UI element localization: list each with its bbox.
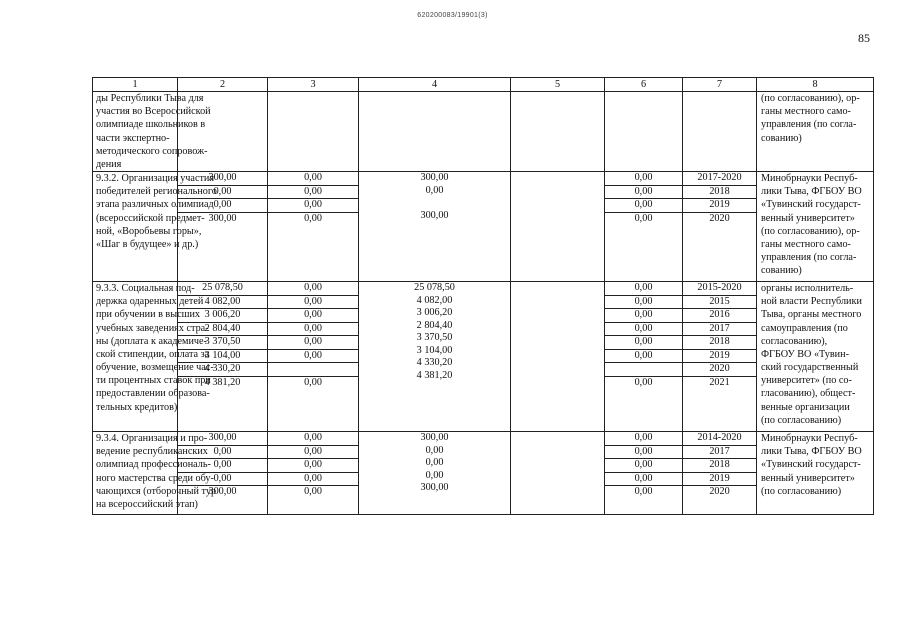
activity-name-cell-line: тельных кредитов) [96,401,178,413]
executor-cell-line: ФГБОУ ВО «Тувин- [761,348,849,360]
cell-value: 2018 [683,336,756,350]
cell-value: 0,00 [425,457,444,469]
value-cell-c7 [683,172,757,282]
value-cell-c6 [605,92,683,172]
cell-value: 300,00 [178,172,267,186]
cell-value [268,363,358,377]
cell-value: 0,00 [268,282,358,296]
cell-value: 0,00 [605,323,682,337]
activity-name-cell-line: участия во Всероссийской [96,106,211,118]
cell-value: 0,00 [605,199,682,213]
cell-value: 0,00 [605,282,682,296]
cell-value: 0,00 [268,323,358,337]
executor-cell-line: лики Тыва, ФГБОУ ВО [761,446,862,458]
executor-cell-line: ганы местного само- [761,238,851,250]
executor-cell-line: ский государственный [761,362,859,374]
activity-name-cell-line: 9.3.2. Организация участия [96,173,215,185]
activity-name-cell-line: методического сопровож- [96,145,208,157]
executor-cell [757,92,874,172]
cell-value: 3 104,00 [178,350,267,364]
cell-value: 2019 [683,473,756,487]
value-cell-c4 [359,282,511,432]
executor-cell-line: университет» (по со- [761,375,852,387]
executor-cell-line: управления (по согла- [761,119,857,131]
cell-value: 3 006,20 [178,309,267,323]
cell-value: 0,00 [425,469,444,481]
executor-cell-line: венный университет» [761,472,855,484]
activity-name-cell-line: части экспертно- [96,132,170,144]
value-cell-c3 [268,432,359,515]
cell-value: 2 804,40 [178,323,267,337]
cell-value: 2020 [709,212,730,224]
executor-cell-line: лики Тыва, ФГБОУ ВО [761,186,862,198]
cell-value: 0,00 [425,184,444,196]
cell-value: 3 370,50 [178,336,267,350]
activity-name-cell [93,432,217,515]
cell-value: 2014-2020 [683,432,756,446]
activity-name-cell-line: олимпиад профессиональ- [96,459,211,471]
value-cell-c7 [683,92,757,172]
cell-value: 0,00 [605,336,682,350]
cell-value: 0,00 [268,350,358,364]
cell-value: 2016 [683,309,756,323]
executor-cell-line: (по согласованию), ор- [761,225,860,237]
cell-value: 0,00 [605,473,682,487]
executor-cell-line: гласованию), общест- [761,388,856,400]
activity-name-cell-line: ской стипендии, оплата за [96,348,210,360]
activity-name-cell-line: ти процентных ставок при [96,375,211,387]
cell-value: 0,00 [605,446,682,460]
column-header-4: 4 [359,78,511,92]
value-cell-c4 [359,432,511,515]
executor-cell [757,432,874,515]
executor-cell-line: венный университет» [761,212,855,224]
executor-cell-line: (по согласованию) [761,485,842,497]
executor-cell-line: самоуправления (по [761,322,848,334]
cell-value: 2021 [709,376,730,388]
value-cell-c5 [511,172,605,282]
value-cell-c5 [511,92,605,172]
cell-value: 0,00 [268,199,358,213]
activity-name-cell-line: (всероссийской предмет- [96,212,205,224]
document-code: 620200083/19901(3) [417,12,488,19]
cell-value: 0,00 [178,186,267,200]
cell-value: 2018 [683,459,756,473]
cell-value: 4 330,20 [416,357,453,369]
cell-value: 0,00 [605,459,682,473]
cell-value: 0,00 [605,296,682,310]
column-header-3: 3 [268,78,359,92]
activity-name-cell [93,92,211,172]
value-cell-c6 [605,282,683,432]
value-cell-c4 [359,92,511,172]
cell-value: 0,00 [268,309,358,323]
activity-name-cell [93,282,214,432]
value-cell-c4 [359,172,511,282]
cell-value: 0,00 [605,350,682,364]
cell-value: 300,00 [420,209,449,221]
value-cell-c6 [605,172,683,282]
cell-value: 3 006,20 [416,307,453,319]
activity-name-cell-line: чающихся (отборочный тур [96,485,217,497]
table-row [93,432,874,515]
value-cell-c7 [683,282,757,432]
cell-value: 0,00 [268,459,358,473]
activity-name-cell-line: предоставлении образова- [96,388,210,400]
cell-value: 0,00 [605,432,682,446]
cell-value: 300,00 [420,432,449,444]
cell-value: 2018 [683,186,756,200]
activity-name-cell-line: держка одаренных детей [96,296,204,308]
cell-value: 2015 [683,296,756,310]
column-header-row [93,78,874,92]
table-row [93,282,874,432]
cell-value: 0,00 [634,376,653,388]
value-cell-c3 [268,172,359,282]
cell-value: 4 381,20 [204,376,241,388]
executor-cell [757,282,874,432]
cell-value: 0,00 [605,172,682,186]
cell-value: 2015-2020 [683,282,756,296]
cell-value [359,197,510,210]
activity-name-cell-line: 9.3.3. Социальная под- [96,283,195,295]
cell-value: 4 330,20 [178,363,267,377]
cell-value: 300,00 [208,212,237,224]
value-cell-c5 [511,432,605,515]
cell-value: 0,00 [304,486,322,498]
activity-name-cell-line: «Шаг в будущее» и др.) [96,238,199,250]
executor-cell-line: венные организации [761,401,850,413]
cell-value: 4 381,20 [416,369,453,381]
cell-value: 2017 [683,446,756,460]
cell-value: 0,00 [425,444,444,456]
value-cell-c7 [683,432,757,515]
executor-cell-line: (по согласованию) [761,414,842,426]
page-number: 85 [858,31,870,45]
column-header-6: 6 [605,78,683,92]
value-cell-c6 [605,432,683,515]
activity-name-cell-line: учебных заведениях стра- [96,322,209,334]
executor-cell-line: ганы местного само- [761,106,851,118]
cell-value: 2020 [683,363,756,377]
cell-value: 0,00 [268,172,358,186]
executor-cell-line: сованию) [761,132,802,144]
cell-value: 0,00 [178,459,267,473]
cell-value: 3 104,00 [416,344,453,356]
column-header-8: 8 [757,78,874,92]
activity-name-cell-line: ны (доплата к академиче- [96,335,207,347]
cell-value: 300,00 [208,486,237,498]
table-row [93,92,874,172]
activity-name-cell-line: этапа различных олимпиад [96,199,214,211]
column-header-5: 5 [511,78,605,92]
activity-name-cell-line: победителей регионального [96,186,217,198]
activity-name-cell-line: ды Республики Тыва для [96,93,204,105]
executor-cell-line: сованию) [761,265,802,277]
cell-value: 25 078,50 [414,282,455,294]
column-header-2: 2 [178,78,268,92]
executor-cell-line: (по согласованию), ор- [761,93,860,105]
cell-value: 0,00 [634,212,653,224]
value-cell-c3 [268,282,359,432]
cell-value: 2019 [683,350,756,364]
activity-name-cell-line: ной, «Воробьевы горы», [96,225,202,237]
executor-cell-line: Тыва, органы местного [761,309,862,321]
cell-value: 0,00 [268,473,358,487]
executor-cell-line: управления (по согла- [761,252,857,264]
cell-value: 300,00 [420,482,449,494]
cell-value: 0,00 [634,486,653,498]
cell-value: 3 370,50 [416,332,453,344]
cell-value: 0,00 [268,186,358,200]
cell-value: 2 804,40 [416,319,453,331]
column-header-1: 1 [93,78,178,92]
value-cell-c5 [511,282,605,432]
cell-value: 2020 [709,486,730,498]
cell-value: 0,00 [304,376,322,388]
executor-cell-line: «Тувинский государст- [761,199,861,211]
cell-value: 0,00 [268,336,358,350]
cell-value: 2017 [683,323,756,337]
cell-value: 2017-2020 [683,172,756,186]
value-cell-c3 [268,92,359,172]
activity-name-cell-line: ного мастерства среди обу- [96,472,214,484]
activity-name-cell-line: 9.3.4. Организация и про- [96,433,208,445]
executor-cell-line: «Тувинский государст- [761,459,861,471]
cell-value: 0,00 [304,212,322,224]
cell-value: 0,00 [605,309,682,323]
cell-value: 0,00 [178,199,267,213]
activity-name-cell [93,172,217,282]
executor-cell-line: Минобрнауки Респуб- [761,173,858,185]
activity-name-cell-line: дения [96,158,122,170]
cell-value: 0,00 [178,473,267,487]
executor-cell-line: Минобрнауки Респуб- [761,433,858,445]
cell-value: 4 082,00 [416,294,453,306]
cell-value: 0,00 [268,432,358,446]
cell-value: 300,00 [420,172,449,184]
cell-value: 0,00 [178,446,267,460]
program-table [92,77,874,515]
executor-cell-line: ной власти Республики [761,296,862,308]
activity-name-cell-line: ведение республиканских [96,446,208,458]
executor-cell [757,172,874,282]
executor-cell-line: органы исполнитель- [761,283,854,295]
executor-cell-line: согласованию), [761,335,828,347]
activity-name-cell-line: обучение, возмещение час- [96,362,214,374]
table-row [93,172,874,282]
cell-value: 25 078,50 [178,282,267,296]
cell-value: 300,00 [178,432,267,446]
cell-value [605,363,682,377]
column-header-7: 7 [683,78,757,92]
activity-name-cell-line: при обучении в высших [96,309,200,321]
cell-value: 0,00 [268,446,358,460]
cell-value: 4 082,00 [178,296,267,310]
activity-name-cell-line: на всероссийский этап) [96,498,198,510]
activity-name-cell-line: олимпиаде школьников в [96,119,206,131]
cell-value: 0,00 [605,186,682,200]
cell-value: 0,00 [268,296,358,310]
cell-value: 2019 [683,199,756,213]
